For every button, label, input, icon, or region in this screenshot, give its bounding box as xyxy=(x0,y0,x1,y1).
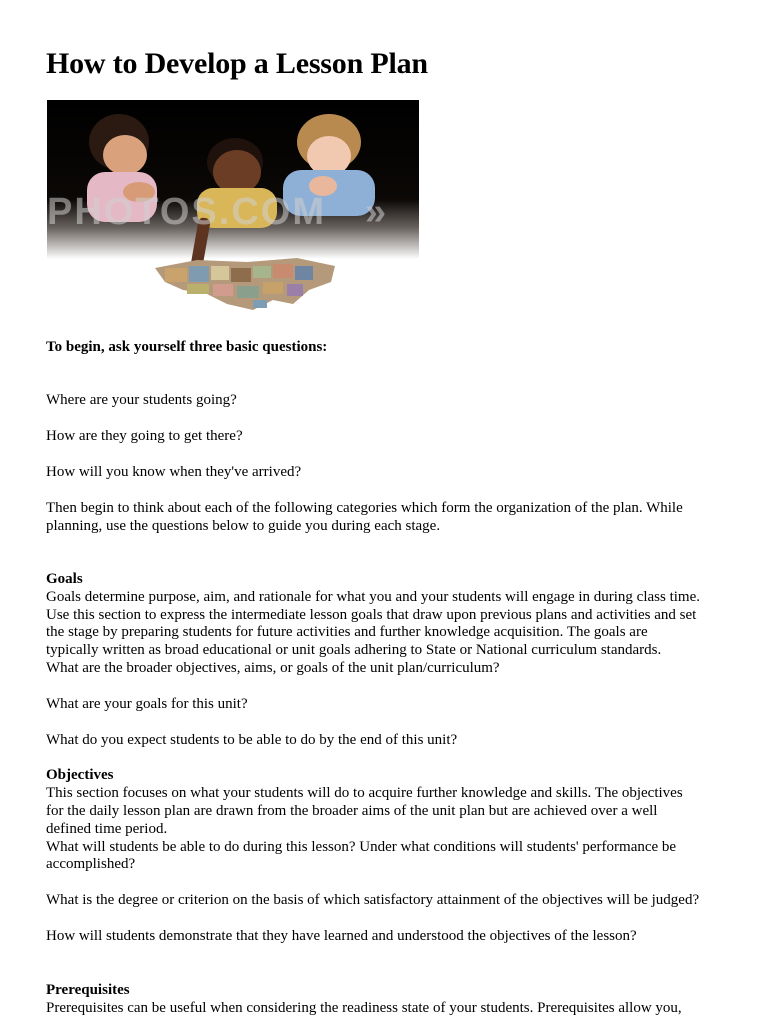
photo-illustration xyxy=(47,100,419,321)
objectives-body-line-1: This section focuses on what your students will do to acquire further knowledge and skills. The objectives xyxy=(46,785,683,801)
prerequisites-heading: Prerequisites xyxy=(46,982,130,998)
objectives-body-line-2: for the daily lesson plan are drawn from the broader aims of the unit plan but are achieved over a well xyxy=(46,803,658,819)
page-title: How to Develop a Lesson Plan xyxy=(46,47,428,80)
goals-body-line-2: Use this section to express the intermediate lesson goals that draw upon previous plans and activities and set xyxy=(46,607,697,623)
objectives-heading: Objectives xyxy=(46,767,114,783)
objectives-question-1: What is the degree or criterion on the basis of which satisfactory attainment of the objectives will be judged? xyxy=(46,892,700,908)
intro-question-1: Where are your students going? xyxy=(46,392,237,408)
intro-question-3: How will you know when they've arrived? xyxy=(46,464,302,480)
photo-watermark-mark: » xyxy=(365,191,387,233)
goals-body-line-4: typically written as broad educational or unit goals adhering to State or National curriculum standards. xyxy=(46,642,662,658)
goals-question-1: What are your goals for this unit? xyxy=(46,696,248,712)
goals-body-line-1: Goals determine purpose, aim, and rationale for what you and your students will engage in during class time. xyxy=(46,589,701,605)
goals-body-line-3: the stage by preparing students for future activities and further knowledge acquisition. The goals are xyxy=(46,624,648,640)
intro-followup-line-1: Then begin to think about each of the following categories which form the organization of the plan. While xyxy=(46,500,683,516)
goals-heading: Goals xyxy=(46,571,83,587)
objectives-body-line-4: What will students be able to do during this lesson? Under what conditions will students' performance be xyxy=(46,839,677,855)
intro-question-2: How are they going to get there? xyxy=(46,428,243,444)
prerequisites-body-line-1: Prerequisites can be useful when considering the readiness state of your students. Prerequisites allow you, xyxy=(46,1000,682,1016)
goals-question-2: What do you expect students to be able to do by the end of this unit? xyxy=(46,732,458,748)
objectives-body-line-3: defined time period. xyxy=(46,821,168,837)
photo-watermark: PHOTOS.COM xyxy=(47,191,326,233)
objectives-question-2: How will students demonstrate that they have learned and understood the objectives of the lesson? xyxy=(46,928,637,944)
intro-followup-line-2: planning, use the questions below to guide you during each stage. xyxy=(46,518,441,534)
intro-heading: To begin, ask yourself three basic questions: xyxy=(46,339,328,355)
goals-body-line-5: What are the broader objectives, aims, or goals of the unit plan/curriculum? xyxy=(46,660,500,676)
children-map-photo xyxy=(47,100,419,321)
objectives-body-line-5: accomplished? xyxy=(46,856,136,872)
